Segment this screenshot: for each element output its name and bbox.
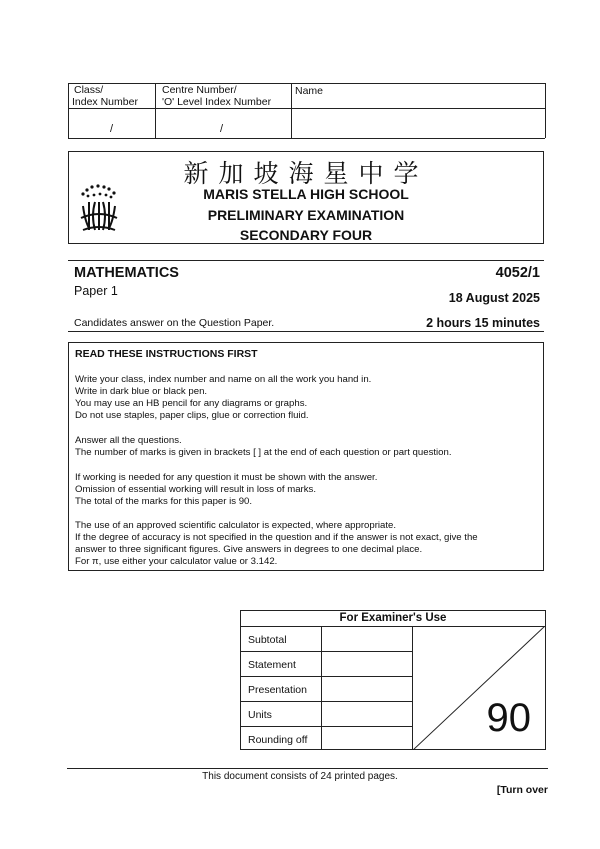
- exam-date: 18 August 2025: [448, 291, 540, 305]
- examiner-row-rounding: [241, 726, 413, 750]
- instructions-para-1: [75, 374, 371, 422]
- examiner-row-units: [241, 701, 413, 726]
- instruction-line: Do not use staples, paper clips, glue or correction fluid.: [75, 409, 309, 421]
- candidate-details-table: [68, 83, 545, 138]
- centre-index-field[interactable]: [156, 109, 291, 138]
- examiner-row-presentation: [241, 676, 413, 701]
- examiner-row-label: Units: [248, 709, 272, 721]
- instructions-para-2: [75, 435, 452, 459]
- exam-name: PRELIMINARY EXAMINATION: [207, 207, 405, 223]
- instruction-line: answer to three significant figures. Give answers in degrees to one decimal place.: [75, 543, 423, 555]
- paper-code: 4052/1: [495, 265, 540, 281]
- instruction-line: Answer all the questions.: [75, 435, 182, 446]
- class-index-field[interactable]: [68, 109, 155, 138]
- name-label: Name: [295, 85, 324, 97]
- turn-over-note: [Turn over: [496, 784, 548, 796]
- page-count-note: This document consists of 24 printed pages.: [202, 771, 398, 782]
- instruction-line: Omission of essential working will result in loss of marks.: [75, 483, 316, 495]
- mark-box[interactable]: [321, 652, 413, 676]
- examiner-row-subtotal: [241, 626, 413, 651]
- examiner-row-label: Presentation: [248, 684, 307, 696]
- instruction-line: If the degree of accuracy is not specified in the question and if the answer is not exact, give the: [75, 531, 478, 543]
- examiner-table: [240, 610, 546, 750]
- examiner-row-label: Rounding off: [248, 734, 308, 746]
- mark-box[interactable]: [321, 677, 413, 701]
- examiner-table-title: For Examiner's Use: [339, 612, 447, 624]
- instructions-box: [68, 342, 544, 571]
- paper-number: Paper 1: [74, 284, 118, 298]
- o-level-index-label: 'O' Level Index Number: [162, 96, 272, 108]
- instructions-para-3: [75, 472, 377, 508]
- instruction-line: The total of the marks for this paper is 90.: [75, 495, 253, 507]
- instruction-line: The number of marks is given in brackets [ ] at the end of each question or part question.: [75, 446, 452, 458]
- answer-note: Candidates answer on the Question Paper.: [74, 317, 275, 329]
- exam-level: SECONDARY FOUR: [239, 227, 373, 243]
- school-name: MARIS STELLA HIGH SCHOOL: [203, 186, 409, 202]
- instructions-heading: READ THESE INSTRUCTIONS FIRST: [75, 348, 258, 360]
- mark-box[interactable]: [321, 727, 413, 750]
- instruction-line: Write in dark blue or black pen.: [75, 385, 208, 397]
- name-field[interactable]: [292, 109, 545, 138]
- centre-number-label: Centre Number/: [162, 84, 237, 96]
- instructions-para-4: [75, 520, 478, 568]
- instruction-line: If working is needed for any question it must be shown with the answer.: [75, 472, 378, 483]
- subject-title: MATHEMATICS: [74, 265, 179, 281]
- examiner-row-statement: [241, 651, 413, 676]
- school-header: [68, 151, 544, 244]
- class-label: Class/: [74, 84, 104, 96]
- examiner-row-label: Statement: [248, 659, 296, 671]
- total-marks: 90: [486, 696, 531, 740]
- class-slash: /: [110, 123, 114, 135]
- instruction-line: For π, use either your calculator value or 3.142.: [75, 555, 278, 567]
- instruction-line: You may use an HB pencil for any diagrams or graphs.: [75, 397, 308, 409]
- footer-rule: [67, 768, 548, 769]
- centre-slash: /: [220, 123, 224, 135]
- exam-duration: 2 hours 15 minutes: [426, 316, 540, 330]
- mark-box[interactable]: [321, 627, 413, 651]
- mark-box[interactable]: [321, 702, 413, 726]
- school-chinese-name: 新加坡海星中学: [183, 159, 429, 188]
- examiner-row-label: Subtotal: [248, 634, 287, 646]
- index-number-label: Index Number: [72, 96, 138, 108]
- subject-block: [68, 260, 544, 332]
- instruction-line: The use of an approved scientific calculator is expected, where appropriate.: [75, 520, 397, 531]
- instruction-line: Write your class, index number and name on all the work you hand in.: [75, 374, 372, 385]
